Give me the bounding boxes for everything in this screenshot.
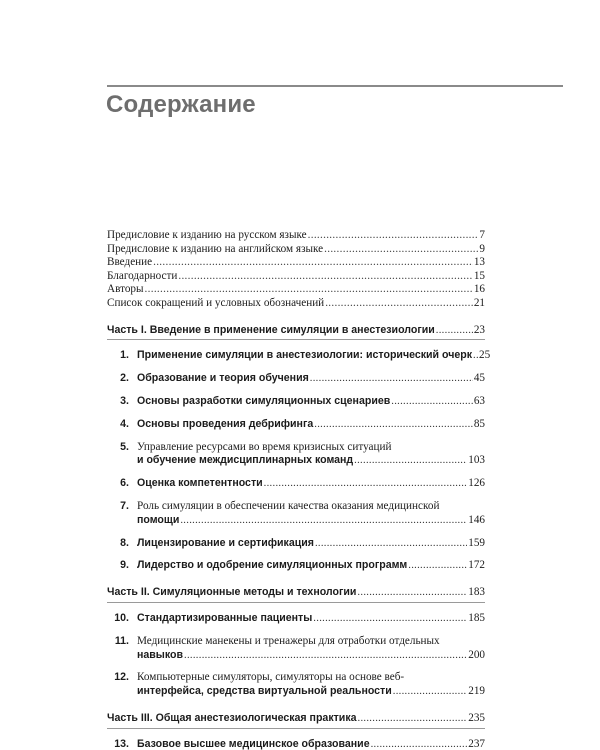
chapter-body <box>137 559 485 573</box>
page-title: Содержание <box>106 91 256 118</box>
entry-title: Часть I. Введение в применение симуляции в анестезиологии <box>107 323 435 336</box>
dot-leader <box>179 514 467 528</box>
chapter-number: 3. <box>120 394 129 407</box>
page-number: 159 <box>468 536 485 549</box>
entry-title: Лидерство и одобрение симуляционных программ <box>137 559 408 572</box>
part-heading <box>107 712 485 726</box>
dot-leader <box>309 372 473 386</box>
page-number: 235 <box>468 711 485 724</box>
part-heading <box>107 324 485 338</box>
chapter-title-row <box>137 477 485 491</box>
page-number: 237 <box>468 737 485 750</box>
chapter-body <box>137 418 485 432</box>
entry-title: Образование и теория обучения <box>137 372 309 385</box>
entry-title: интерфейса, средства виртуальной реальности <box>137 685 392 698</box>
chapter-title-row <box>137 685 485 699</box>
chapter-body <box>137 738 485 750</box>
dot-leader <box>407 559 467 573</box>
dot-leader <box>392 685 467 699</box>
chapter-number: 4. <box>120 417 129 430</box>
dot-leader <box>177 270 472 284</box>
dot-leader <box>314 537 467 551</box>
page-number: 16 <box>473 283 485 296</box>
chapter-entry <box>107 671 485 699</box>
page-number: 9 <box>479 242 485 255</box>
page-number: 7 <box>479 229 485 241</box>
dot-leader <box>312 612 467 626</box>
chapter-entry <box>107 349 491 363</box>
dot-leader <box>263 477 468 491</box>
title-rule <box>107 85 563 87</box>
toc-entry <box>107 243 485 257</box>
entry-title: Применение симуляции в анестезиологии: исторический очерк <box>137 349 473 362</box>
dot-leader <box>353 454 467 468</box>
dot-leader <box>370 738 468 750</box>
chapter-number: 7. <box>120 499 129 512</box>
entry-title: Авторы <box>107 283 144 296</box>
dot-leader <box>357 712 468 726</box>
part-heading <box>107 586 485 600</box>
part-rule <box>107 602 485 603</box>
chapter-number: 9. <box>120 559 129 572</box>
chapter-number: 1. <box>120 349 129 362</box>
entry-title: Лицензирование и сертификация <box>137 536 314 549</box>
chapter-entry <box>107 372 485 386</box>
entry-title: Стандартизированные пациенты <box>137 611 313 624</box>
toc-entry <box>107 256 485 270</box>
parts-list <box>107 323 491 750</box>
entry-title: Часть III. Общая анестезиологическая практика <box>107 711 357 724</box>
chapter-title-row <box>137 454 485 468</box>
entry-title: Предисловие к изданию на русском языке <box>107 229 307 241</box>
chapter-body <box>137 500 485 528</box>
chapter-entry <box>107 738 485 750</box>
chapter-entry <box>107 612 485 626</box>
part-rule <box>107 339 485 340</box>
chapter-title-line: Медицинские манекены и тренажеры для отработки отдельных <box>137 634 440 647</box>
page-number: 146 <box>468 513 485 526</box>
part-section <box>107 586 485 699</box>
chapter-title-row <box>137 738 485 750</box>
dot-leader <box>144 283 473 297</box>
chapter-body <box>137 537 485 551</box>
chapter-number: 5. <box>120 440 129 453</box>
dot-leader <box>390 395 473 409</box>
page-number: 13 <box>473 256 485 269</box>
chapter-number: 8. <box>120 536 129 549</box>
part-section <box>107 712 485 750</box>
entry-title: навыков <box>137 648 183 661</box>
chapter-body <box>137 441 485 469</box>
chapter-number: 11. <box>114 634 129 647</box>
page-number: 126 <box>468 477 485 490</box>
entry-title: Предисловие к изданию на английском языке <box>107 242 324 255</box>
chapter-body <box>137 372 485 386</box>
chapter-body <box>137 349 491 363</box>
chapter-body <box>137 612 485 626</box>
entry-title: Список сокращений и условных обозначений <box>107 296 325 309</box>
entry-title: Благодарности <box>107 269 178 282</box>
chapter-title-row <box>137 612 485 626</box>
dot-leader <box>323 243 478 257</box>
chapter-entry <box>107 559 485 573</box>
page-number: 63 <box>473 394 485 407</box>
dot-leader <box>152 256 473 270</box>
table-of-contents <box>107 229 491 750</box>
entry-title: Базовое высшее медицинское образование <box>137 737 370 750</box>
chapter-title-line: Компьютерные симуляторы, симуляторы на основе веб- <box>137 671 405 684</box>
page-number: 21 <box>473 296 485 309</box>
chapter-entry <box>107 500 485 528</box>
chapter-body <box>137 477 485 491</box>
chapter-entry <box>107 477 485 491</box>
entry-title: Часть II. Симуляционные методы и технологии <box>107 586 357 599</box>
dot-leader <box>313 418 473 432</box>
front-matter-list <box>107 229 485 311</box>
entry-title: и обучение междисциплинарных команд <box>137 454 354 467</box>
page-number: 103 <box>468 454 485 467</box>
dot-leader <box>356 586 467 600</box>
page-number: 15 <box>473 269 485 282</box>
chapter-title-row <box>137 559 485 573</box>
entry-title: помощи <box>137 513 180 526</box>
toc-entry <box>107 229 485 243</box>
dot-leader <box>435 324 473 338</box>
chapter-body <box>137 395 485 409</box>
chapter-entry <box>107 418 485 432</box>
entry-title: Оценка компетентности <box>137 477 263 490</box>
entry-title: Введение <box>107 256 153 269</box>
page-number: 45 <box>473 372 485 385</box>
chapter-entry <box>107 537 485 551</box>
toc-entry <box>107 283 485 297</box>
dot-leader <box>324 297 473 311</box>
chapter-title-row <box>137 349 491 363</box>
chapter-number: 10. <box>114 611 129 624</box>
chapter-title-row <box>137 649 485 663</box>
chapter-entry <box>107 441 485 469</box>
chapter-title-line: Управление ресурсами во время кризисных ситуаций <box>137 440 392 453</box>
page-number: 200 <box>468 648 485 661</box>
page-number: 185 <box>468 611 485 624</box>
chapter-title-row <box>137 514 485 528</box>
toc-entry <box>107 297 485 311</box>
part-section <box>107 323 491 574</box>
page-number: 85 <box>473 417 485 430</box>
page-number: 183 <box>468 586 485 599</box>
chapter-number: 6. <box>120 477 129 490</box>
chapter-title-row <box>137 537 485 551</box>
entry-title: Основы разработки симуляционных сценариев <box>137 394 391 407</box>
toc-entry <box>107 270 485 284</box>
page-number: 25 <box>479 349 491 362</box>
entry-title: Основы проведения дебрифинга <box>137 417 314 430</box>
chapter-entry <box>107 635 485 663</box>
chapter-title-row <box>137 372 485 386</box>
chapter-title-row <box>137 395 485 409</box>
page-number: 219 <box>468 685 485 698</box>
page-number: 23 <box>473 323 485 336</box>
chapter-body <box>137 671 485 699</box>
part-rule <box>107 728 485 729</box>
chapter-title-row <box>137 418 485 432</box>
chapter-body <box>137 635 485 663</box>
page-number: 172 <box>468 559 485 572</box>
dot-leader <box>307 229 479 243</box>
chapter-entry <box>107 395 485 409</box>
chapter-number: 12. <box>114 671 129 684</box>
dot-leader <box>183 649 467 663</box>
chapter-number: 13. <box>114 737 129 750</box>
chapter-title-line: Роль симуляции в обеспечении качества оказания медицинской <box>137 499 440 512</box>
chapter-number: 2. <box>120 372 129 385</box>
